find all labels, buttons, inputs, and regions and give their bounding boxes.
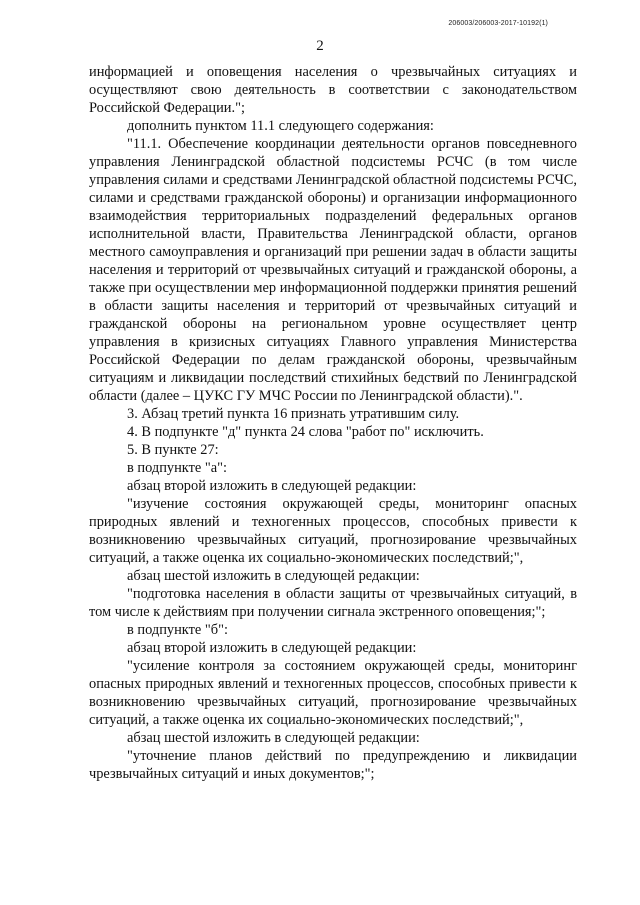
paragraph-subitem-a: в подпункте "а": (127, 460, 228, 476)
paragraph-quoted-text: "изучение состояния окружающей среды, мониторинг опасных природных явлений и техногенных процессов, способных привести к возникновению чрезвычайных ситуаций, прогнозирование чрезвычайных ситуаций, а также оценка их социально-экономических последствий;", (89, 496, 577, 566)
paragraph-instruction: абзац шестой изложить в следующей редакции: (127, 730, 420, 746)
paragraph-item-11-1: "11.1. Обеспечение координации деятельности органов повседневного управления Ленинградской областной подсистемы РСЧС (в том числе управления силами и средствами Ленинградской областной подсистемы РСЧС, силами и средствами гражданской обороны) и организации информационного взаимодействия территориальных подразделений федеральных органов исполнительной власти, Правительства Ленинградской области, органов местного самоуправления и организаций при решении задач в области защиты населения и территорий от чрезвычайных ситуаций и гражданской обороны, а также при осуществлении мер информационной поддержки принятия решений в области защиты населения и территорий от чрезвычайных ситуаций и гражданской обороны на региональном уровне осуществляет центр управления в кризисных ситуациях Главного управления Министерства Российской Федерации по делам гражданской обороны, чрезвычайным ситуациям и ликвидации последствий стихийных бедствий по Ленинградской области (далее – ЦУКС ГУ МЧС России по Ленинградской области).". (89, 136, 577, 404)
document-id: 206003/206003-2017-10192(1) (448, 20, 548, 27)
paragraph-instruction: абзац второй изложить в следующей редакции: (127, 640, 417, 656)
paragraph-item-4: 4. В подпункте "д" пункта 24 слова "работ по" исключить. (127, 424, 484, 440)
paragraph-amendment-intro: дополнить пунктом 11.1 следующего содержания: (127, 118, 434, 134)
paragraph-item-5: 5. В пункте 27: (127, 442, 219, 458)
paragraph-instruction: абзац второй изложить в следующей редакции: (127, 478, 417, 494)
document-body (89, 63, 577, 783)
paragraph-item-3: 3. Абзац третий пункта 16 признать утратившим силу. (127, 406, 460, 422)
paragraph-quoted-text: "подготовка населения в области защиты от чрезвычайных ситуаций, в том числе к действиям при получении сигнала экстренного оповещения;"; (89, 586, 577, 620)
page-number: 2 (316, 38, 324, 54)
paragraph-instruction: абзац шестой изложить в следующей редакции: (127, 568, 420, 584)
paragraph-subitem-b: в подпункте "б": (127, 622, 228, 638)
paragraph-continuation: информацией и оповещения населения о чрезвычайных ситуациях и осуществляют свою деятельность в соответствии с законодательством Российской Федерации."; (89, 64, 577, 116)
paragraph-quoted-text: "уточнение планов действий по предупреждению и ликвидации чрезвычайных ситуаций и иных документов;"; (89, 748, 577, 782)
paragraph-quoted-text: "усиление контроля за состоянием окружающей среды, мониторинг опасных природных явлений и техногенных процессов, способных привести к возникновению чрезвычайных ситуаций, прогнозирование чрезвычайных ситуаций, а также оценка их социально-экономических последствий;", (89, 658, 577, 728)
